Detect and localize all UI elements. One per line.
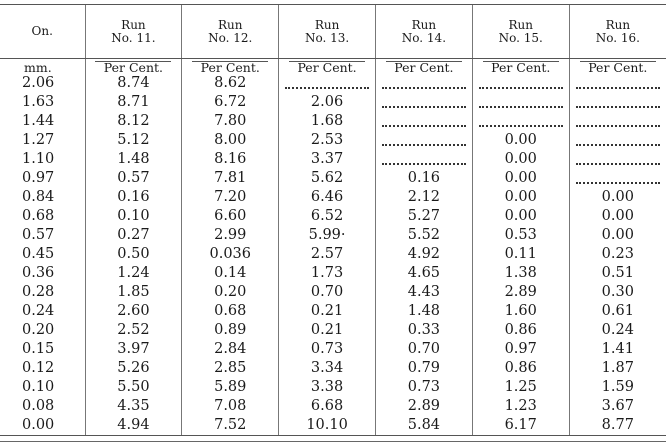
unit-cell: Per Cent.	[569, 59, 666, 75]
opening-cell: 0.08	[22, 398, 55, 414]
percent-cell: 4.65	[375, 264, 472, 283]
table-header	[0, 5, 666, 59]
empty-cell-leader	[375, 150, 472, 169]
percent-cell: 5.27	[375, 207, 472, 226]
percent-cell: 8.16	[182, 150, 279, 169]
percent-cell: 2.12	[375, 188, 472, 207]
opening-cell: 1.10	[22, 151, 55, 167]
percent-cell: 2.53	[279, 131, 376, 150]
percent-cell: 7.08	[182, 397, 279, 416]
percent-cell: 0.23	[569, 245, 666, 264]
percent-cell: 0.89	[182, 321, 279, 340]
dot-leader	[576, 134, 660, 146]
percent-cell: 4.92	[375, 245, 472, 264]
unit-cell: Per Cent.	[85, 59, 182, 75]
percent-cell: 0.00	[569, 226, 666, 245]
header-run-14: Run No. 14.	[375, 5, 472, 59]
percent-cell: 1.87	[569, 359, 666, 378]
percent-cell: 0.97	[472, 340, 569, 359]
empty-cell-leader	[472, 74, 569, 93]
percent-cell: 5.12	[85, 131, 182, 150]
percent-cell: 1.23	[472, 397, 569, 416]
percent-cell: 0.00	[472, 207, 569, 226]
dot-leader	[382, 153, 466, 165]
opening-cell: 1.27	[22, 132, 55, 148]
percent-cell: 5.89	[182, 378, 279, 397]
opening-cell: 0.20	[22, 322, 55, 338]
dot-leader	[576, 172, 660, 184]
unit-cell: Per Cent.	[375, 59, 472, 75]
percent-cell: 0.33	[375, 321, 472, 340]
percent-cell: 0.00	[569, 188, 666, 207]
percent-cell: 5.52	[375, 226, 472, 245]
table-row	[0, 188, 666, 207]
opening-cell: 0.36	[22, 265, 55, 281]
opening-cell: 0.10	[22, 379, 55, 395]
percent-cell: 0.036	[182, 245, 279, 264]
percent-cell: 1.68	[279, 112, 376, 131]
percent-cell: 8.62	[182, 74, 279, 93]
table-body	[0, 59, 666, 436]
table-row	[0, 74, 666, 93]
percent-cell: 7.81	[182, 169, 279, 188]
opening-cell: 0.00	[0, 416, 85, 436]
opening-cell: 0.15	[22, 341, 55, 357]
table-row	[0, 112, 666, 131]
header-run-12: Run No. 12.	[182, 5, 279, 59]
percent-cell: 0.53	[472, 226, 569, 245]
percent-cell: 7.20	[182, 188, 279, 207]
percent-cell: 1.48	[85, 150, 182, 169]
empty-cell-leader	[375, 93, 472, 112]
percent-cell: 8.71	[85, 93, 182, 112]
percent-cell: 8.74	[85, 74, 182, 93]
dot-leader	[382, 134, 466, 146]
percent-cell: 3.38	[279, 378, 376, 397]
empty-cell-leader	[569, 131, 666, 150]
percent-cell: 4.43	[375, 283, 472, 302]
empty-cell-leader	[375, 74, 472, 93]
percent-cell: 3.37	[279, 150, 376, 169]
table-row	[0, 264, 666, 283]
dot-leader	[576, 115, 660, 127]
percent-cell: 0.21	[279, 321, 376, 340]
percent-cell: 1.73	[279, 264, 376, 283]
percent-cell: 6.72	[182, 93, 279, 112]
empty-cell-leader	[569, 150, 666, 169]
table-row	[0, 245, 666, 264]
percent-cell: 0.16	[375, 169, 472, 188]
percent-cell: 6.68	[279, 397, 376, 416]
percent-cell: 2.85	[182, 359, 279, 378]
dot-leader	[285, 77, 369, 89]
percent-cell: 0.70	[375, 340, 472, 359]
percent-cell: 2.52	[85, 321, 182, 340]
percent-cell: 0.10	[85, 207, 182, 226]
percent-cell: 0.30	[569, 283, 666, 302]
unit-cell: Per Cent.	[182, 59, 279, 75]
opening-cell: 0.12	[22, 360, 55, 376]
header-opening: On.	[0, 5, 85, 59]
unit-cell: Per Cent.	[279, 59, 376, 75]
table-row	[0, 283, 666, 302]
percent-cell: 1.60	[472, 302, 569, 321]
percent-cell: 1.24	[85, 264, 182, 283]
percent-cell: 0.86	[472, 359, 569, 378]
empty-cell-leader	[279, 74, 376, 93]
dot-leader	[479, 96, 563, 108]
percent-cell: 0.73	[375, 378, 472, 397]
percent-cell: 6.46	[279, 188, 376, 207]
percent-cell: 0.79	[375, 359, 472, 378]
percent-cell: 2.06	[279, 93, 376, 112]
percent-cell: 0.20	[182, 283, 279, 302]
empty-cell-leader	[569, 93, 666, 112]
percent-cell: 4.35	[85, 397, 182, 416]
table-row	[0, 321, 666, 340]
empty-cell-leader	[375, 112, 472, 131]
unit-cell: Per Cent.	[472, 59, 569, 75]
percent-cell: 5.84	[375, 416, 472, 436]
percent-cell: 6.60	[182, 207, 279, 226]
percent-cell: 8.00	[182, 131, 279, 150]
opening-cell: 2.06	[22, 75, 55, 91]
empty-cell-leader	[472, 112, 569, 131]
percent-cell: 1.85	[85, 283, 182, 302]
percent-cell: 3.97	[85, 340, 182, 359]
percent-cell: 0.70	[279, 283, 376, 302]
percent-cell: 4.94	[85, 416, 182, 436]
dot-leader	[382, 77, 466, 89]
percent-cell: 3.67	[569, 397, 666, 416]
screen-analysis-table	[0, 4, 666, 436]
opening-cell: 0.84	[22, 189, 55, 205]
percent-cell: 0.51	[569, 264, 666, 283]
percent-cell: 2.99	[182, 226, 279, 245]
percent-cell: 0.50	[85, 245, 182, 264]
opening-cell: 0.45	[22, 246, 55, 262]
percent-cell: 5.26	[85, 359, 182, 378]
empty-cell-leader	[375, 131, 472, 150]
dot-leader	[382, 115, 466, 127]
percent-cell: 8.77	[569, 416, 666, 436]
percent-cell: 0.86	[472, 321, 569, 340]
percent-cell: 7.80	[182, 112, 279, 131]
percent-cell: 2.89	[375, 397, 472, 416]
bottom-rule	[0, 441, 666, 442]
percent-cell: 6.52	[279, 207, 376, 226]
percent-cell: 8.12	[85, 112, 182, 131]
dot-leader	[576, 96, 660, 108]
percent-cell: 5.99·	[279, 226, 376, 245]
percent-cell: 0.27	[85, 226, 182, 245]
table-row	[0, 131, 666, 150]
percent-cell: 0.00	[472, 188, 569, 207]
table-row	[0, 416, 666, 436]
percent-cell: 7.52	[182, 416, 279, 436]
table-row	[0, 378, 666, 397]
header-run-16: Run No. 16.	[569, 5, 666, 59]
dot-leader	[479, 77, 563, 89]
opening-cell: 0.28	[22, 284, 55, 300]
units-row	[0, 59, 666, 75]
empty-cell-leader	[569, 112, 666, 131]
percent-cell: 0.57	[85, 169, 182, 188]
table-row	[0, 150, 666, 169]
opening-cell: 1.63	[22, 94, 55, 110]
percent-cell: 1.41	[569, 340, 666, 359]
percent-cell: 0.14	[182, 264, 279, 283]
dot-leader	[576, 153, 660, 165]
percent-cell: 2.84	[182, 340, 279, 359]
percent-cell: 0.00	[472, 150, 569, 169]
percent-cell: 6.17	[472, 416, 569, 436]
percent-cell: 3.34	[279, 359, 376, 378]
table-row	[0, 93, 666, 112]
percent-cell: 1.59	[569, 378, 666, 397]
percent-cell: 0.00	[569, 207, 666, 226]
percent-cell: 5.62	[279, 169, 376, 188]
opening-cell: 0.97	[22, 170, 55, 186]
empty-cell-leader	[569, 74, 666, 93]
table-row	[0, 169, 666, 188]
empty-cell-leader	[569, 169, 666, 188]
table-row	[0, 359, 666, 378]
percent-cell: 0.21	[279, 302, 376, 321]
header-run-15: Run No. 15.	[472, 5, 569, 59]
table-row	[0, 302, 666, 321]
percent-cell: 0.16	[85, 188, 182, 207]
percent-cell: 2.57	[279, 245, 376, 264]
table-row	[0, 226, 666, 245]
opening-cell: 0.24	[22, 303, 55, 319]
header-run-11: Run No. 11.	[85, 5, 182, 59]
table-row	[0, 340, 666, 359]
opening-cell: 0.68	[22, 208, 55, 224]
unit-opening: mm.	[24, 59, 52, 75]
percent-cell: 1.25	[472, 378, 569, 397]
percent-cell: 1.38	[472, 264, 569, 283]
percent-cell: 1.48	[375, 302, 472, 321]
opening-cell: 1.44	[22, 113, 55, 129]
percent-cell: 0.00	[472, 131, 569, 150]
dot-leader	[479, 115, 563, 127]
percent-cell: 0.11	[472, 245, 569, 264]
header-run-13: Run No. 13.	[279, 5, 376, 59]
percent-cell: 0.24	[569, 321, 666, 340]
percent-cell: 5.50	[85, 378, 182, 397]
percent-cell: 10.10	[279, 416, 376, 436]
empty-cell-leader	[472, 93, 569, 112]
dot-leader	[382, 96, 466, 108]
table-row	[0, 397, 666, 416]
percent-cell: 0.73	[279, 340, 376, 359]
percent-cell: 0.61	[569, 302, 666, 321]
percent-cell: 2.89	[472, 283, 569, 302]
opening-cell: 0.57	[22, 227, 55, 243]
table-row	[0, 207, 666, 226]
percent-cell: 2.60	[85, 302, 182, 321]
percent-cell: 0.68	[182, 302, 279, 321]
percent-cell: 0.00	[472, 169, 569, 188]
dot-leader	[576, 77, 660, 89]
